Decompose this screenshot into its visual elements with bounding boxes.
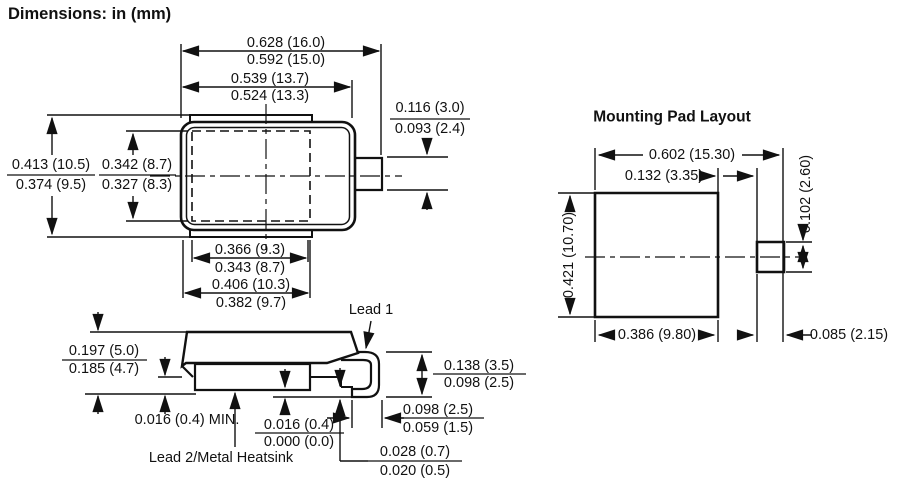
dim-mp-pad-gap: 0.132 (3.35) — [624, 167, 704, 184]
dim-mp-small-pad-height: 0.102 (2.60) — [797, 154, 814, 234]
lead2-heatsink-label: Lead 2/Metal Heatsink — [148, 449, 294, 466]
dim-overall-width-max: 0.628 (16.0) — [246, 34, 326, 51]
dim-overall-width-min: 0.592 (15.0) — [246, 51, 326, 68]
mounting-pad-outline — [585, 193, 800, 317]
dim-lead-tab-min: 0.093 (2.4) — [394, 120, 466, 137]
dim-mp-large-pad-height: 0.421 (10.70) — [560, 211, 577, 299]
dim-body-width-max: 0.539 (13.7) — [230, 70, 310, 87]
top-view-outline — [150, 104, 402, 250]
dim-foot-length-max: 0.098 (2.5) — [402, 401, 474, 418]
dim-pkg-height-max: 0.197 (5.0) — [68, 342, 140, 359]
mounting-pad-title: Mounting Pad Layout — [593, 108, 751, 126]
dim-lead-thickness-max: 0.028 (0.7) — [379, 443, 451, 460]
page-title: Dimensions: in (mm) — [8, 5, 172, 23]
dim-body-width-min: 0.524 (13.3) — [230, 87, 310, 104]
dim-mp-large-pad-width: 0.386 (9.80) — [617, 326, 697, 343]
dim-heatsink-gap-min: 0.000 (0.0) — [263, 433, 335, 450]
side-view-outline — [182, 332, 379, 397]
dim-overall-height-max: 0.413 (10.5) — [11, 156, 91, 173]
dim-overall-height-min: 0.374 (9.5) — [15, 176, 87, 193]
lead1-label: Lead 1 — [348, 301, 394, 318]
dim-lead-height-min: 0.098 (2.5) — [443, 374, 515, 391]
dim-flange-width-max: 0.406 (10.3) — [211, 276, 291, 293]
dim-lead-thickness-min: 0.020 (0.5) — [379, 462, 451, 479]
dim-foot-length-min: 0.059 (1.5) — [402, 419, 474, 436]
dim-body-height-min: 0.327 (8.3) — [101, 176, 173, 193]
dim-heatsink-gap-max: 0.016 (0.4) — [263, 416, 335, 433]
dim-standoff-min: 0.016 (0.4) MIN. — [134, 411, 240, 428]
dim-terminal-width-min: 0.343 (8.7) — [214, 259, 286, 276]
dim-terminal-width-max: 0.366 (9.3) — [214, 241, 286, 258]
dim-mp-small-pad-width: 0.085 (2.15) — [809, 326, 889, 343]
dim-body-height-max: 0.342 (8.7) — [101, 156, 173, 173]
dim-mp-overall-width: 0.602 (15.30) — [648, 146, 736, 163]
dim-flange-width-min: 0.382 (9.7) — [215, 294, 287, 311]
dim-lead-height-max: 0.138 (3.5) — [443, 357, 515, 374]
dim-pkg-height-min: 0.185 (4.7) — [68, 360, 140, 377]
dim-lead-tab-max: 0.116 (3.0) — [395, 99, 465, 116]
